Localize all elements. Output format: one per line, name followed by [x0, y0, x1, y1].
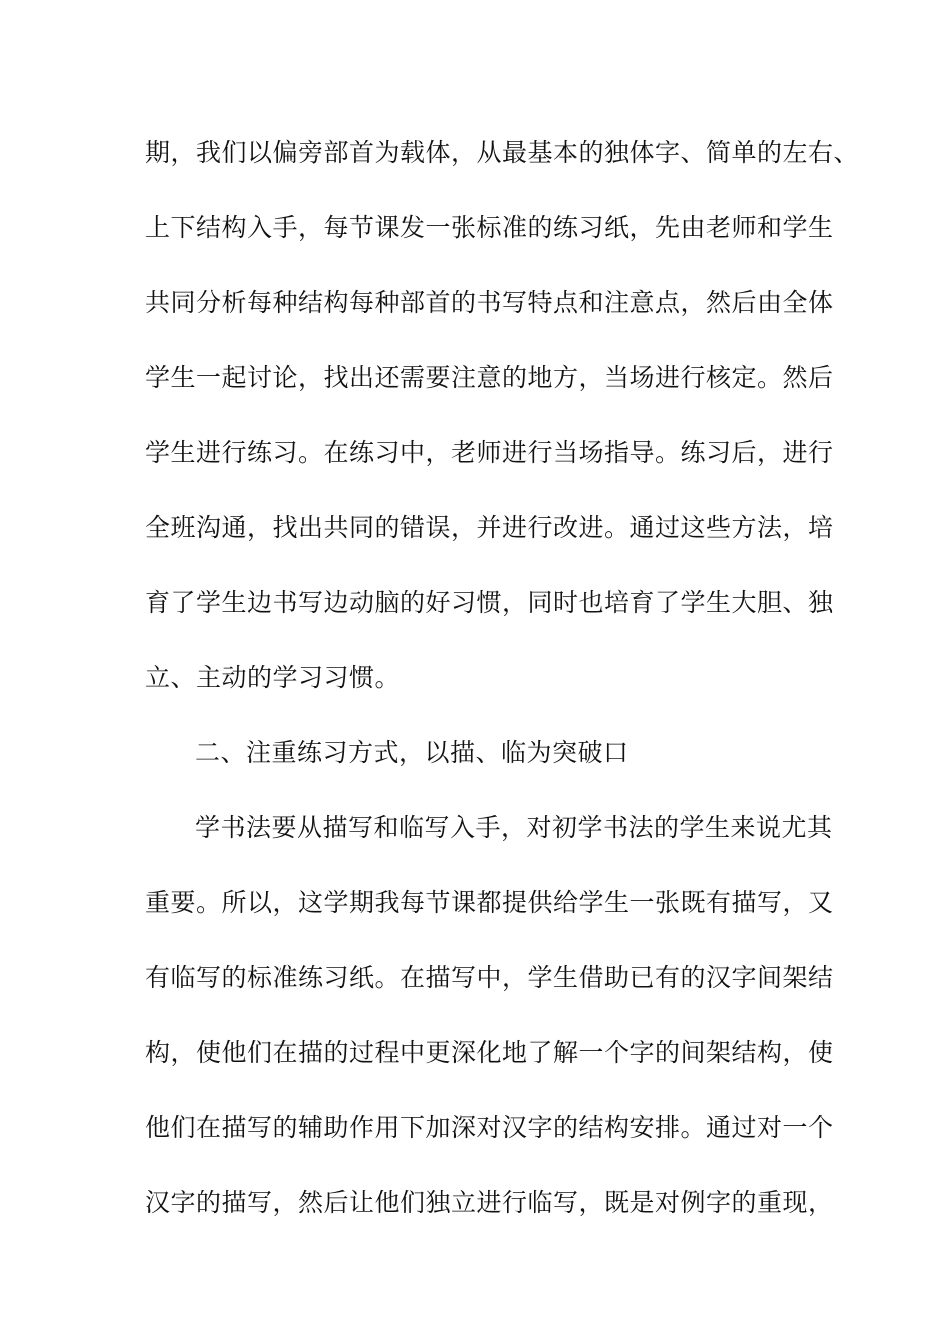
text-line: 全班沟通，找出共同的错误，并进行改进。通过这些方法，培 — [145, 513, 834, 542]
paragraph-first-line: 学书法要从描写和临写入手，对初学书法的学生来说尤其 — [195, 813, 833, 842]
section-heading: 二、注重练习方式，以描、临为突破口 — [195, 738, 629, 767]
text-line: 有临写的标准练习纸。在描写中，学生借助已有的汉字间架结 — [145, 963, 834, 992]
text-line: 学生一起讨论，找出还需要注意的地方，当场进行核定。然后 — [145, 363, 834, 392]
text-line: 学生进行练习。在练习中，老师进行当场指导。练习后，进行 — [145, 438, 834, 467]
text-line: 上下结构入手，每节课发一张标准的练习纸，先由老师和学生 — [145, 213, 834, 242]
text-line: 立、主动的学习习惯。 — [145, 663, 401, 692]
text-line: 共同分析每种结构每种部首的书写特点和注意点，然后由全体 — [145, 288, 834, 317]
text-line: 重要。所以，这学期我每节课都提供给学生一张既有描写，又 — [145, 888, 834, 917]
text-line: 他们在描写的辅助作用下加深对汉字的结构安排。通过对一个 — [145, 1113, 834, 1142]
text-line: 构，使他们在描的过程中更深化地了解一个字的间架结构，使 — [145, 1038, 834, 1067]
text-line: 育了学生边书写边动脑的好习惯，同时也培育了学生大胆、独 — [145, 588, 834, 617]
text-line: 期，我们以偏旁部首为载体，从最基本的独体字、简单的左右、 — [145, 138, 860, 167]
text-line: 汉字的描写，然后让他们独立进行临写，既是对例字的重现， — [145, 1188, 834, 1217]
